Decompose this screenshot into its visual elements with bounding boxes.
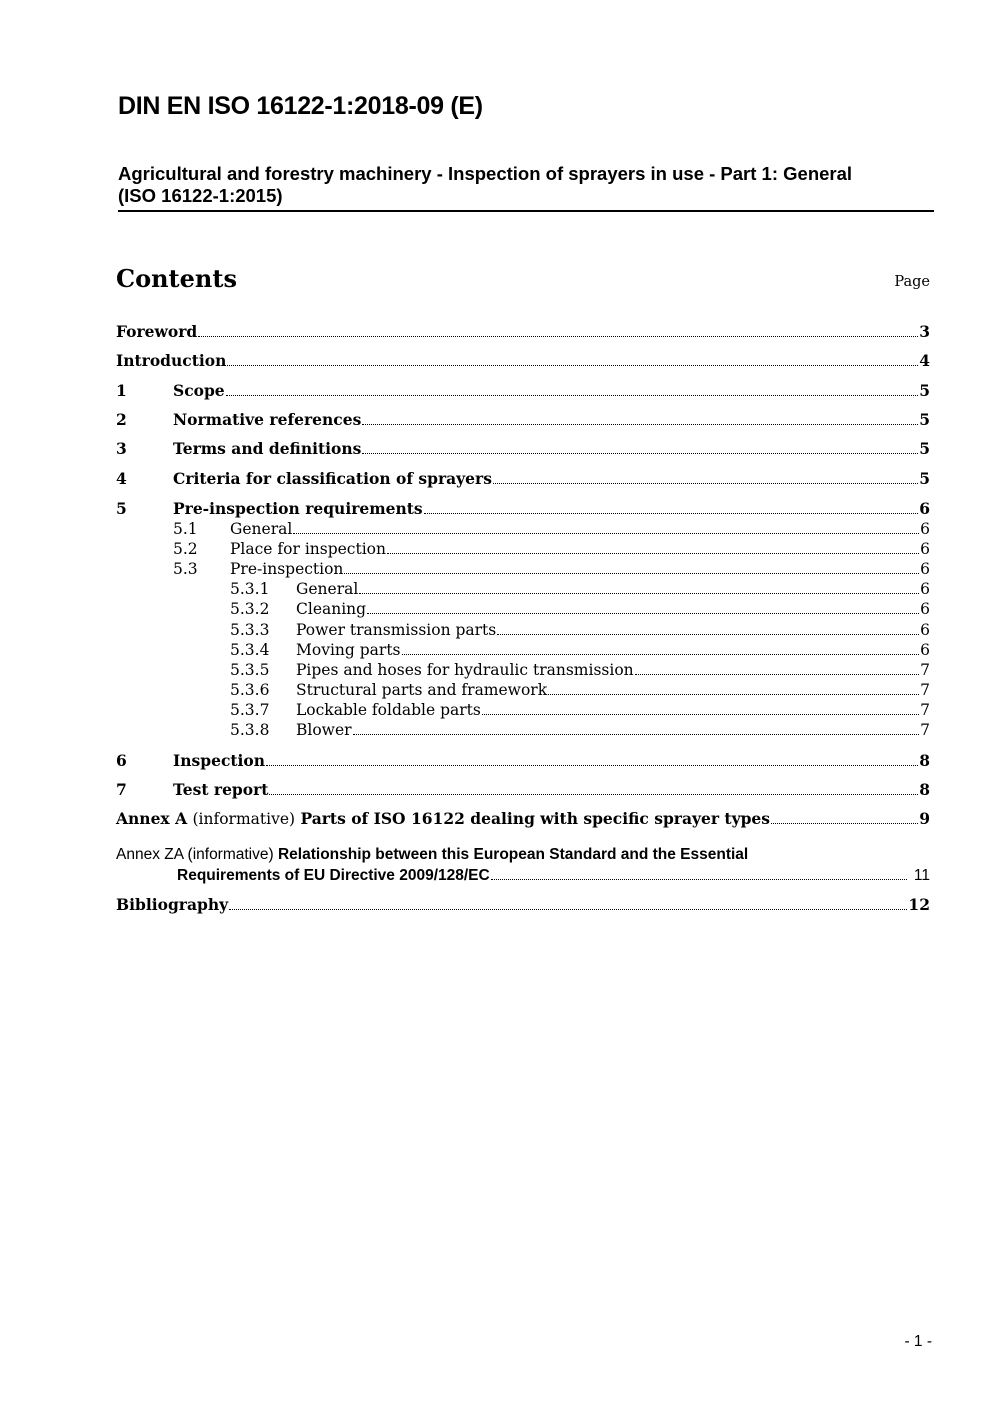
annex-a-informative: (informative) [192, 810, 296, 828]
dot-leader [227, 365, 918, 366]
toc-entry-label: Pre-inspection [230, 560, 344, 578]
toc-entry-page: 6 [919, 499, 930, 518]
toc-entry-foreword[interactable] [116, 322, 930, 341]
dot-leader [424, 513, 919, 514]
toc-entry-page: 8 [919, 780, 930, 799]
toc-entry-label: Criteria for classification of sprayers [173, 469, 492, 488]
toc-entry-5-1-general[interactable] [116, 520, 930, 538]
annex-za-label-line-1: Relationship between this European Standard and the Essential [277, 846, 749, 863]
annex-za-prefix: Annex ZA [116, 846, 184, 863]
document-title-line-1: Agricultural and forestry machinery - Inspection of sprayers in use - Part 1: General [118, 163, 853, 184]
annex-a-prefix: Annex A [116, 809, 188, 828]
dot-leader [497, 634, 919, 635]
toc-entry-page: 9 [919, 809, 930, 828]
annex-a-label: Parts of ISO 16122 dealing with specific sprayer types [300, 809, 771, 828]
annex-za-informative: (informative) [187, 846, 274, 863]
toc-entry-label: Bibliography [116, 895, 229, 914]
toc-entry-page: 7 [920, 681, 930, 699]
toc-entry-label: Blower [296, 721, 352, 739]
toc-entry-5-3-5-pipes-and-hoses[interactable] [116, 661, 930, 679]
toc-entry-number: 6 [116, 751, 127, 770]
annex-za-line-1 [116, 846, 930, 864]
toc-entry-label: Lockable foldable parts [296, 701, 481, 719]
toc-entry-number: 5.3 [173, 560, 198, 578]
toc-entry-annex-za[interactable] [116, 846, 930, 885]
toc-entry-terms-and-definitions[interactable] [116, 439, 930, 458]
dot-leader [362, 453, 918, 454]
dot-leader [491, 879, 907, 880]
toc-entry-label: Cleaning [296, 600, 367, 618]
dot-leader [402, 654, 920, 655]
toc-entry-page: 6 [920, 540, 930, 558]
dot-leader [493, 483, 918, 484]
toc-entry-page: 5 [919, 381, 930, 400]
dot-leader [635, 674, 919, 675]
title-rule [118, 210, 934, 212]
toc-entry-pre-inspection-requirements[interactable] [116, 499, 930, 518]
dot-leader [229, 909, 907, 910]
dot-leader [266, 765, 918, 766]
toc-entry-5-2-place-for-inspection[interactable] [116, 540, 930, 558]
toc-entry-number: 5.3.6 [230, 681, 270, 699]
toc-entry-label: General [230, 520, 293, 538]
toc-entry-label: Introduction [116, 351, 227, 370]
toc-entry-5-3-pre-inspection[interactable] [116, 560, 930, 578]
toc-entry-bibliography[interactable] [116, 895, 930, 914]
toc-entry-page: 6 [920, 520, 930, 538]
document-title [118, 163, 933, 207]
toc-entry-label: Terms and definitions [173, 439, 362, 458]
toc-entry-page: 6 [920, 641, 930, 659]
toc-entry-number: 5 [116, 499, 127, 518]
toc-entry-criteria-classification[interactable] [116, 469, 930, 488]
dot-leader [344, 573, 919, 574]
dot-leader [198, 336, 918, 337]
toc-entry-label: Pre-inspection requirements [173, 499, 423, 518]
toc-entry-number: 2 [116, 410, 127, 429]
toc-entry-page: 5 [919, 469, 930, 488]
toc-entry-number: 5.1 [173, 520, 198, 538]
toc-entry-label: Structural parts and framework [296, 681, 548, 699]
toc-entry-page: 3 [919, 322, 930, 341]
toc-entry-number: 5.3.2 [230, 600, 270, 618]
dot-leader [353, 734, 920, 735]
toc-entry-label: General [296, 580, 359, 598]
toc-entry-label: Normative references [173, 410, 362, 429]
toc-entry-normative-references[interactable] [116, 410, 930, 429]
toc-entry-page: 4 [919, 351, 930, 370]
toc-entry-page: 6 [920, 621, 930, 639]
toc-entry-number: 5.3.7 [230, 701, 270, 719]
toc-entry-page: 5 [919, 410, 930, 429]
toc-entry-inspection[interactable] [116, 751, 930, 770]
dot-leader [293, 533, 919, 534]
toc-entry-5-3-7-lockable-foldable[interactable] [116, 701, 930, 719]
toc-entry-label: Place for inspection [230, 540, 386, 558]
toc-entry-number: 5.3.3 [230, 621, 270, 639]
toc-entry-number: 4 [116, 469, 127, 488]
document-title-line-2: (ISO 16122-1:2015) [118, 185, 283, 206]
toc-entry-5-3-4-moving-parts[interactable] [116, 641, 930, 659]
toc-entry-number: 5.2 [173, 540, 198, 558]
page-column-label: Page [894, 274, 930, 290]
toc-entry-introduction[interactable] [116, 351, 930, 370]
toc-entry-page: 6 [920, 600, 930, 618]
annex-a-title [116, 809, 770, 828]
toc-entry-page: 5 [919, 439, 930, 458]
toc-entry-5-3-1-general[interactable] [116, 580, 930, 598]
toc-entry-5-3-3-power-transmission[interactable] [116, 621, 930, 639]
toc-entry-page: 12 [908, 895, 930, 914]
toc-entry-number: 1 [116, 381, 127, 400]
dot-leader [387, 553, 919, 554]
toc-entry-label: Inspection [173, 751, 266, 770]
dot-leader [548, 694, 919, 695]
toc-entry-annex-a[interactable] [116, 809, 930, 828]
toc-entry-5-3-2-cleaning[interactable] [116, 600, 930, 618]
dot-leader [226, 395, 919, 396]
toc-entry-number: 5.3.4 [230, 641, 270, 659]
toc-entry-test-report[interactable] [116, 780, 930, 799]
toc-entry-label: Power transmission parts [296, 621, 497, 639]
contents-heading: Contents [116, 264, 237, 293]
dot-leader [359, 593, 919, 594]
toc-entry-label: Foreword [116, 322, 198, 341]
annex-za-label-line-2: Requirements of EU Directive 2009/128/EC [177, 867, 490, 884]
toc-entry-page: 7 [920, 661, 930, 679]
document-id: DIN EN ISO 16122-1:2018-09 (E) [118, 92, 483, 120]
toc-entry-label: Scope [173, 381, 225, 400]
toc-entry-page: 11 [913, 867, 930, 884]
dot-leader [482, 714, 919, 715]
toc-entry-page: 8 [919, 751, 930, 770]
toc-entry-5-3-8-blower[interactable] [116, 721, 930, 739]
annex-za-line-2 [177, 867, 930, 885]
toc-entry-label: Test report [173, 780, 269, 799]
dot-leader [771, 823, 918, 824]
dot-leader [269, 794, 918, 795]
toc-entry-page: 6 [920, 560, 930, 578]
toc-entry-label: Pipes and hoses for hydraulic transmission [296, 661, 634, 679]
footer-page-number: - 1 - [904, 1333, 932, 1350]
toc-entry-number: 5.3.8 [230, 721, 270, 739]
toc-entry-label: Moving parts [296, 641, 401, 659]
toc-entry-scope[interactable] [116, 381, 930, 400]
toc-entry-number: 3 [116, 439, 127, 458]
toc-entry-number: 5.3.1 [230, 580, 270, 598]
dot-leader [362, 424, 918, 425]
dot-leader [367, 613, 919, 614]
toc-entry-5-3-6-structural-parts[interactable] [116, 681, 930, 699]
toc-entry-number: 5.3.5 [230, 661, 270, 679]
toc-entry-page: 7 [920, 721, 930, 739]
toc-entry-page: 7 [920, 701, 930, 719]
toc-entry-number: 7 [116, 780, 127, 799]
toc-entry-page: 6 [920, 580, 930, 598]
